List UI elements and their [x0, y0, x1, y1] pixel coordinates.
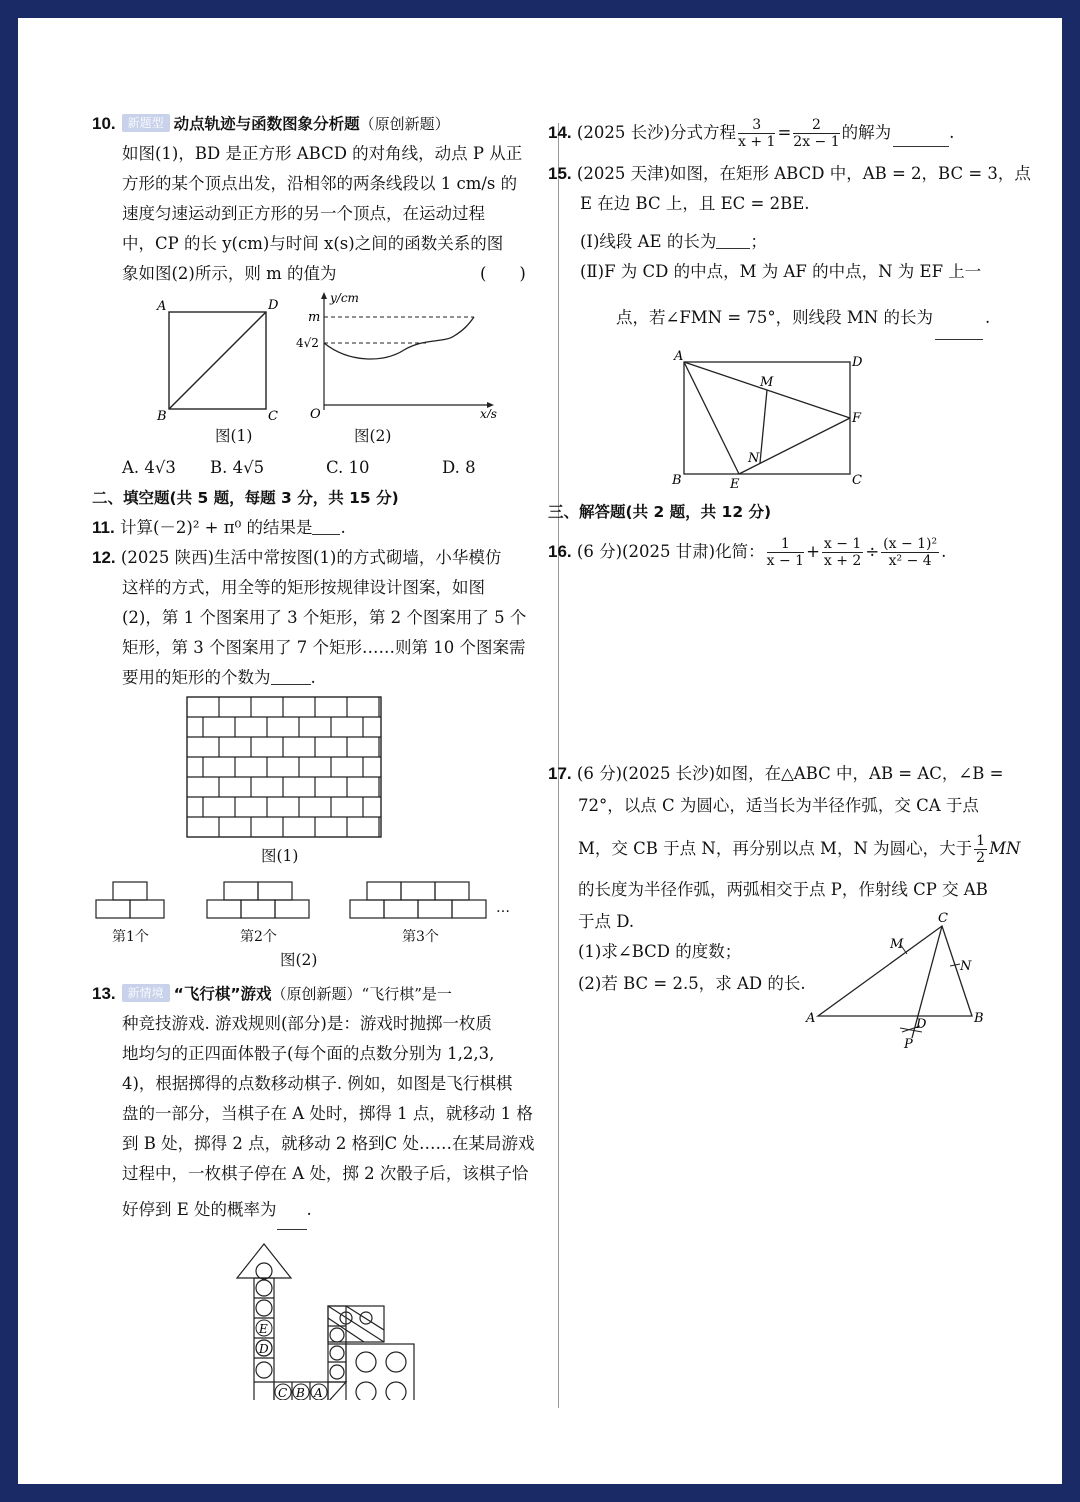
section-2-heading: 二、填空题(共 5 题，每题 3 分，共 15 分)	[92, 489, 399, 507]
q15-number: 15.	[548, 164, 572, 183]
q16-plus: +	[806, 542, 820, 561]
q14-f1-numerator: 3	[738, 117, 775, 134]
q16-f1-denominator: x − 1	[766, 553, 805, 569]
label-p: P	[904, 1037, 913, 1050]
q10-answer-paren: ( )	[480, 264, 526, 283]
q13-answer-blank[interactable]	[277, 1229, 307, 1230]
q17-line: (1)求∠BCD 的度数；	[578, 942, 742, 961]
home-circle	[386, 1382, 406, 1400]
q14-pre: (2025 长沙)分式方程	[576, 123, 737, 142]
q14-end: .	[949, 123, 955, 142]
q17-triangle-figure	[804, 910, 994, 1050]
q16-f2-denominator: x + 2	[823, 553, 862, 569]
q17-line-1	[548, 762, 1003, 786]
q13-line: 地均匀的正四面体骰子(每个面的点数分别为 1,2,3,	[122, 1044, 495, 1063]
cell-a-label: A	[314, 1386, 323, 1400]
q16-fraction-3	[881, 536, 939, 569]
q13-line: 好停到 E 处的概率为	[122, 1200, 277, 1219]
q12-line: (2)，第 1 个图案用了 3 个矩形，第 2 个图案用了 5 个	[122, 608, 527, 627]
q15-line: (Ⅱ)F 为 CD 的中点，M 为 AF 的中点，N 为 EF 上一	[580, 262, 982, 281]
q15-line: E 在边 BC 上，且 EC = 2BE.	[580, 194, 810, 213]
corner-cell	[328, 1382, 346, 1400]
q12-line: 要用的矩形的个数为	[122, 668, 271, 687]
q16-fraction-2	[822, 536, 863, 569]
pattern-rectangle	[113, 882, 147, 900]
q11-end: .	[340, 518, 346, 537]
q10-graph-figure	[294, 288, 504, 418]
q10-line: 象如图(2)所示，则 m 的值为	[122, 264, 337, 283]
label-m: M	[890, 937, 904, 952]
cell-e-label: E	[259, 1322, 268, 1336]
q17-line: (2)若 BC = 2.5，求 AD 的长.	[578, 974, 806, 993]
label-f: F	[852, 411, 862, 426]
q14-f2-numerator: 2	[793, 117, 839, 134]
function-curve	[324, 317, 474, 359]
q12-answer-blank[interactable]	[271, 684, 311, 685]
q10-option-c: C. 10	[326, 458, 370, 477]
q12-fig1-caption: 图(1)	[261, 847, 299, 865]
pattern-rectangle	[258, 882, 292, 900]
section-3-heading: 三、解答题(共 2 题，共 12 分)	[548, 503, 772, 521]
q16-f1-numerator: 1	[767, 536, 804, 553]
q17-number: 17.	[548, 764, 572, 783]
m-label: m	[308, 310, 321, 325]
origin-label: O	[310, 407, 321, 418]
label-c: C	[938, 911, 948, 926]
pattern-rectangle	[367, 882, 401, 900]
q10-header	[92, 112, 450, 136]
arrow-head	[237, 1244, 291, 1278]
label-a: A	[674, 349, 684, 364]
q13-end: .	[306, 1200, 312, 1219]
value-label: 4√2	[296, 336, 319, 350]
q13-number: 13.	[92, 984, 116, 1003]
q15-line: (Ⅰ)线段 AE 的长为	[580, 232, 717, 251]
q13-line: 过程中，一枚棋子停在 A 处，掷 2 次骰子后，该棋子恰	[122, 1164, 529, 1183]
circle-cell	[330, 1346, 344, 1360]
q13-header	[92, 982, 452, 1006]
q16-f2-numerator: x − 1	[823, 536, 862, 552]
q13-line: 到 B 处，掷得 2 点，就移动 2 格到C 处……在某局游戏	[122, 1134, 535, 1153]
q16-f3-numerator: (x − 1)²	[883, 536, 938, 552]
pattern-rectangle	[435, 882, 469, 900]
q12-line: 矩形，第 3 个图案用了 7 个矩形……则第 10 个图案需	[122, 638, 526, 657]
home-circle	[386, 1352, 406, 1372]
q12-fig2-caption: 图(2)	[280, 951, 318, 969]
q14-equals: =	[777, 123, 792, 142]
q16-fraction-1	[767, 536, 804, 569]
q15-line: 点，若∠FMN = 75°，则线段 MN 的长为	[616, 308, 933, 327]
q14-fraction-1	[738, 117, 775, 150]
label-n: N	[748, 451, 760, 466]
q12-line: 这样的方式，用全等的矩形按规律设计图案，如图	[122, 578, 485, 597]
q15-line-1	[548, 162, 1031, 186]
q15-answer-blank-1[interactable]	[716, 248, 750, 249]
q15-rectangle-figure	[668, 348, 868, 488]
q14-f2-denominator: 2x − 1	[793, 134, 840, 150]
q17-line: 72°，以点 C 为圆心，适当长为半径作弧，交 CA 于点	[578, 796, 979, 815]
q14-f1-denominator: x + 1	[738, 134, 776, 150]
q10-option-d: D. 8	[442, 458, 476, 477]
q13-game-board-figure	[234, 1240, 420, 1400]
y-axis-label: y/cm	[330, 291, 359, 305]
x-axis-label: x/s	[480, 407, 497, 418]
circle-cell	[256, 1280, 272, 1296]
q10-fig1-caption: 图(1)	[215, 427, 253, 445]
circle-cell	[330, 1365, 344, 1379]
q10-square-figure	[154, 292, 286, 442]
q13-tag: 新情境	[122, 984, 170, 1002]
segment-mn	[760, 390, 767, 463]
q16-line	[548, 534, 946, 570]
label-c: C	[852, 473, 862, 488]
q10-line: 如图(1)，BD 是正方形 ABCD 的对角线，动点 P 从正	[122, 144, 523, 163]
q15-line: (2025 天津)如图，在矩形 ABCD 中，AB = 2，BC = 3，点	[576, 164, 1031, 183]
q17-line-3	[578, 832, 1020, 866]
q14-answer-blank[interactable]	[893, 146, 949, 147]
q12-pattern-label-3: 第3个	[402, 929, 439, 945]
pattern-rectangle	[96, 900, 130, 918]
q17-line: M，交 CB 于点 N，再分别以点 M，N 为圆心，大于	[578, 839, 973, 858]
circle-cell	[330, 1328, 344, 1342]
q16-f3-denominator: x² − 4	[888, 553, 932, 569]
circle-cell	[256, 1263, 272, 1279]
q16-end: .	[941, 542, 947, 561]
label-b: B	[974, 1011, 984, 1026]
q12-pattern-label-2: 第2个	[240, 929, 277, 945]
q10-tag: 新题型	[122, 114, 170, 132]
label-d: D	[268, 298, 279, 313]
cell-c-label: C	[278, 1386, 288, 1400]
pattern-rectangle	[401, 882, 435, 900]
label-b: B	[157, 409, 167, 424]
q14-fraction-2	[793, 117, 839, 150]
label-c: C	[268, 409, 278, 424]
q10-line: 方形的某个顶点出发，沿相邻的两条线段以 1 cm/s 的	[122, 174, 518, 193]
y-axis-arrow	[321, 292, 327, 299]
label-n: N	[960, 959, 972, 974]
segment-ae	[684, 362, 739, 474]
q12-pattern-figure	[94, 878, 524, 922]
q13-title: “飞行棋”游戏	[173, 985, 272, 1003]
q10-title: 动点轨迹与函数图象分析题	[173, 115, 360, 133]
circle-cell	[256, 1362, 272, 1378]
pattern-rectangle	[207, 900, 241, 918]
q17-half-denominator: 2	[976, 850, 986, 866]
q10-number: 10.	[92, 114, 116, 133]
q12-line-1	[92, 546, 501, 570]
q13-line: 盘的一部分，当棋子在 A 处时，掷得 1 点，就移动 1 格	[122, 1104, 533, 1123]
home-circle	[356, 1352, 376, 1372]
q12-pattern-label-1: 第1个	[112, 929, 149, 945]
q12-last-line	[122, 666, 316, 690]
q11-answer-blank[interactable]	[312, 534, 340, 535]
pattern-rectangle	[275, 900, 309, 918]
q15-end: .	[985, 308, 991, 327]
q13-source: （原创新题）“飞行棋”是一	[271, 985, 452, 1003]
q17-mn: MN	[989, 839, 1021, 858]
q16-number: 16.	[548, 542, 572, 561]
q17-line: (6 分)(2025 长沙)如图，在△ABC 中，AB = AC，∠B =	[576, 764, 1004, 783]
pattern-rectangle	[350, 900, 384, 918]
q10-option-a: A. 4√3	[122, 458, 176, 477]
q17-half-numerator: 1	[976, 833, 986, 849]
q15-part-1	[580, 230, 767, 254]
q13-last-line	[122, 1198, 312, 1222]
cell-b-label: B	[296, 1386, 305, 1400]
q16-divide: ÷	[865, 542, 880, 561]
q12-ellipsis: …	[496, 900, 510, 916]
pattern-rectangle	[130, 900, 164, 918]
q12-line: (2025 陕西)生活中常按图(1)的方式砌墙，小华模仿	[120, 548, 502, 567]
q10-source: （原创新题）	[359, 115, 450, 133]
home-circle	[356, 1382, 376, 1400]
q15-part-2	[616, 306, 990, 330]
cell-d-label: D	[259, 1342, 269, 1356]
q13-line: 4)，根据掷得的点数移动棋子. 例如，如图是飞行棋棋	[122, 1074, 513, 1093]
q15-semicolon: ；	[750, 232, 767, 251]
q15-answer-blank-2[interactable]	[935, 339, 983, 340]
q17-half-fraction	[974, 833, 987, 866]
q10-line: 中，CP 的长 y(cm)与时间 x(s)之间的函数关系的图	[122, 234, 504, 253]
circle-cell	[256, 1300, 272, 1316]
diagonal-bd	[169, 312, 266, 409]
q14-post: 的解为	[841, 123, 892, 142]
pattern-rectangle	[224, 882, 258, 900]
label-d: D	[852, 355, 863, 370]
q16-pre: (6 分)(2025 甘肃)化简：	[576, 542, 765, 561]
q10-option-b: B. 4√5	[210, 458, 265, 477]
label-m: M	[760, 375, 774, 390]
exam-page	[18, 18, 1062, 1484]
pattern-rectangle	[384, 900, 418, 918]
q12-brick-wall-figure	[186, 696, 384, 840]
q10-line: 速度匀速运动到正方形的另一个顶点，在运动过程	[122, 204, 485, 223]
pattern-rectangle	[241, 900, 275, 918]
q17-line: 于点 D.	[578, 912, 635, 931]
pattern-rectangle	[452, 900, 486, 918]
q13-line: 种竞技游戏. 游戏规则(部分)是：游戏时抛掷一枚质	[122, 1014, 492, 1033]
wall-outline	[187, 697, 381, 837]
q12-number: 12.	[92, 548, 116, 567]
q14-number: 14.	[548, 123, 572, 142]
label-d: D	[916, 1017, 927, 1032]
q17-line: 的长度为半径作弧，两弧相交于点 P，作射线 CP 交 AB	[578, 880, 988, 899]
q11-line	[92, 516, 346, 540]
label-a: A	[157, 299, 167, 314]
q12-end: .	[310, 668, 316, 687]
label-b: B	[672, 473, 682, 488]
label-e: E	[730, 477, 740, 488]
label-a: A	[806, 1011, 816, 1026]
q11-number: 11.	[92, 518, 115, 537]
q14-line	[548, 116, 954, 150]
q11-text: 计算(－2)² + π⁰ 的结果是	[119, 518, 313, 537]
pattern-rectangle	[418, 900, 452, 918]
q10-fig2-caption: 图(2)	[354, 427, 392, 445]
